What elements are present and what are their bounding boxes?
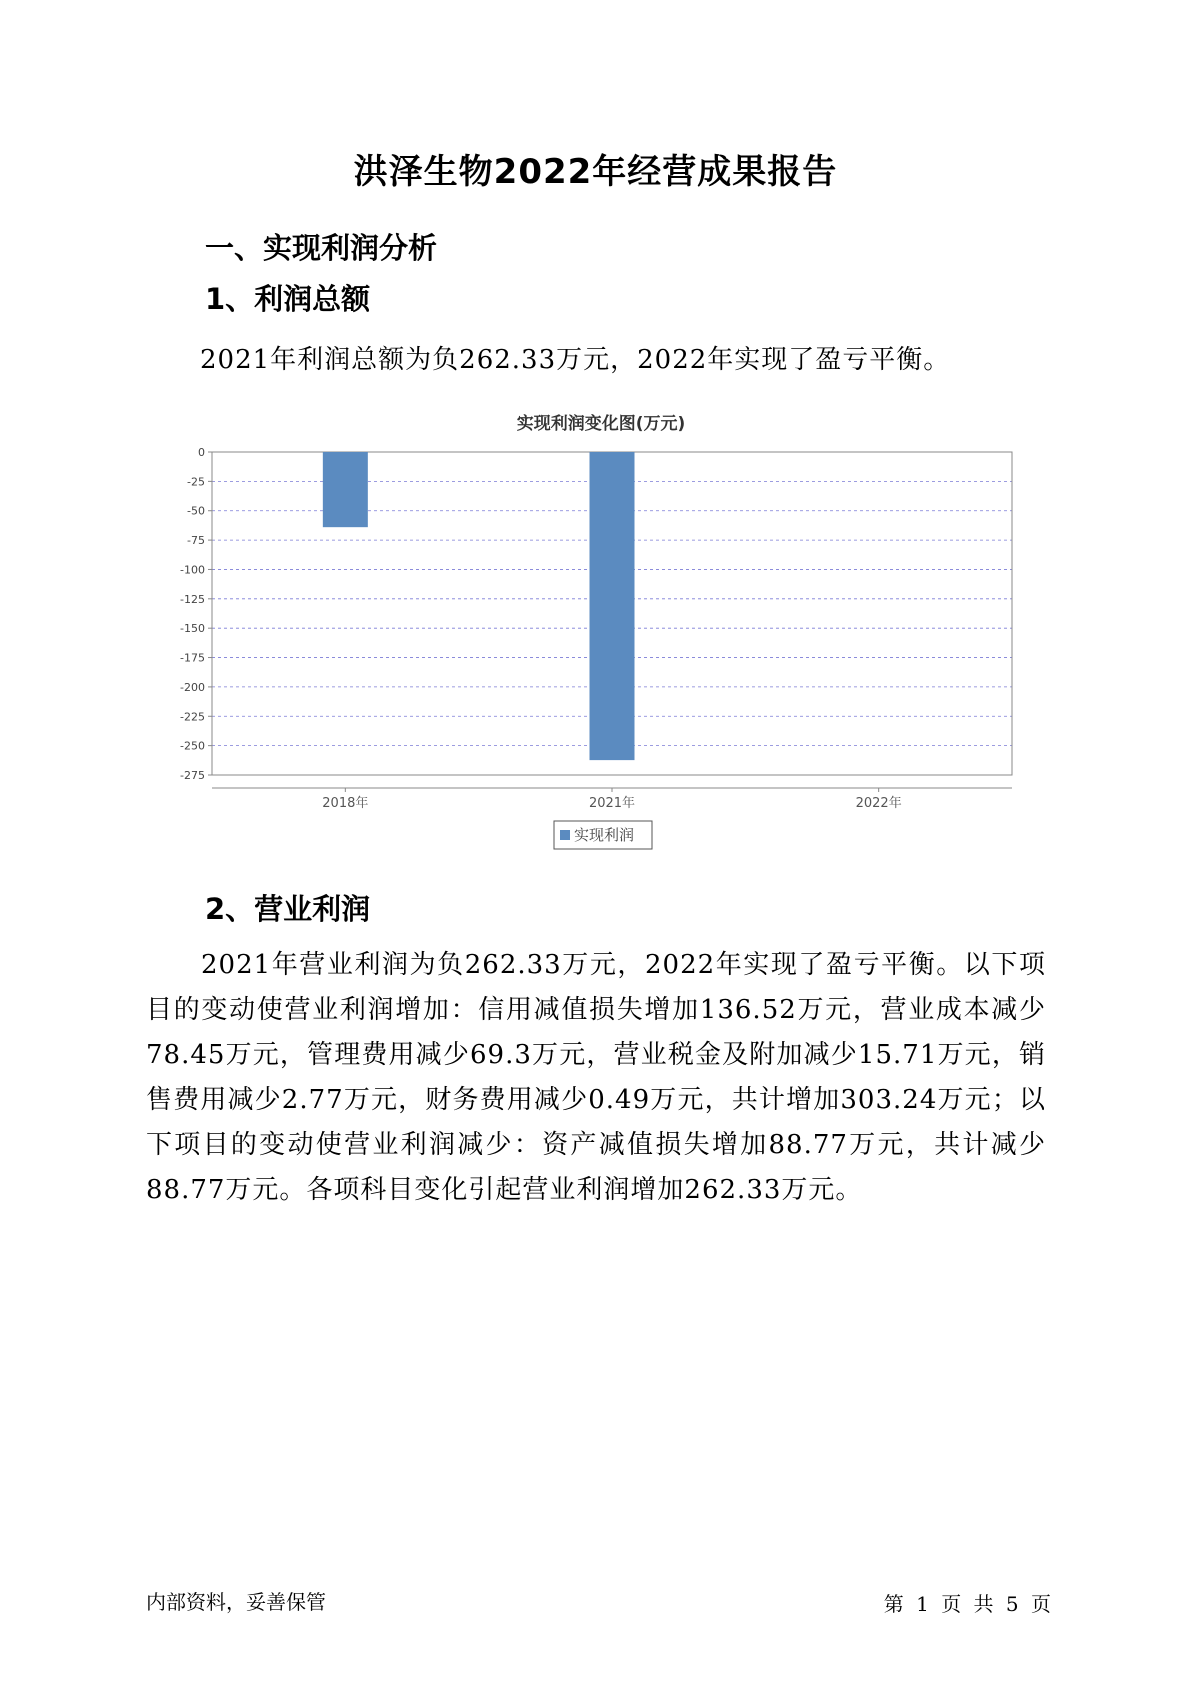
y-tick-label: -125 bbox=[180, 592, 205, 606]
y-tick-label: -275 bbox=[180, 769, 205, 782]
bar bbox=[590, 452, 635, 760]
chart-x-axis bbox=[322, 788, 901, 811]
y-tick-label: -150 bbox=[180, 622, 205, 636]
y-tick-label: -100 bbox=[180, 563, 205, 577]
chart-bars bbox=[323, 452, 635, 760]
y-tick-label: -200 bbox=[180, 680, 205, 694]
y-tick-label: -50 bbox=[187, 504, 205, 518]
footer-confidential-note: 内部资料，妥善保管 bbox=[146, 1590, 326, 1614]
page-title: 洪泽生物2022年经营成果报告 bbox=[353, 152, 838, 192]
x-tick-label: 2022年 bbox=[855, 796, 902, 811]
subsection-heading-profit-total: 1、利润总额 bbox=[205, 282, 371, 316]
subsection-heading-operating-profit: 2、营业利润 bbox=[205, 892, 371, 926]
chart-legend bbox=[554, 821, 652, 849]
x-tick-label: 2021年 bbox=[588, 796, 636, 811]
operating-profit-paragraph: 2021年营业利润为负262.33万元，2022年实现了盈亏平衡。以下项目的变动使营业利润增加：信用减值损失增加136.52万元，营业成本减少78.45万元，管理费用减少69.3万元，营业税金及附加减少15.71万元，销售费用减少2.77万元，财务费用减少0.49万元，共计增加303.24万元；以下项目的变动使营业利润减少：资产减值损失增加88.77万元，共计减少88.77万元。各项科目变化引起营业利润增加262.33万元。 bbox=[146, 950, 1046, 1205]
chart-title: 实现利润变化图(万元) bbox=[516, 414, 686, 434]
bar bbox=[323, 452, 368, 527]
section-heading: 一、实现利润分析 bbox=[205, 231, 438, 265]
legend-swatch bbox=[560, 830, 570, 840]
profit-total-paragraph: 2021年利润总额为负262.33万元，2022年实现了盈亏平衡。 bbox=[200, 345, 951, 375]
y-tick-label: -175 bbox=[180, 651, 205, 665]
y-tick-label: 0 bbox=[198, 446, 205, 459]
footer-page-number: 第 1 页 共 5 页 bbox=[883, 1592, 1051, 1616]
y-tick-label: -225 bbox=[180, 710, 205, 724]
y-tick-label: -75 bbox=[187, 534, 205, 548]
y-tick-label: -25 bbox=[187, 475, 205, 489]
y-tick-label: -250 bbox=[180, 739, 205, 753]
legend-label: 实现利润 bbox=[574, 826, 635, 844]
x-tick-label: 2018年 bbox=[322, 796, 369, 811]
chart-y-axis bbox=[180, 446, 212, 782]
profit-change-chart bbox=[160, 405, 1040, 865]
